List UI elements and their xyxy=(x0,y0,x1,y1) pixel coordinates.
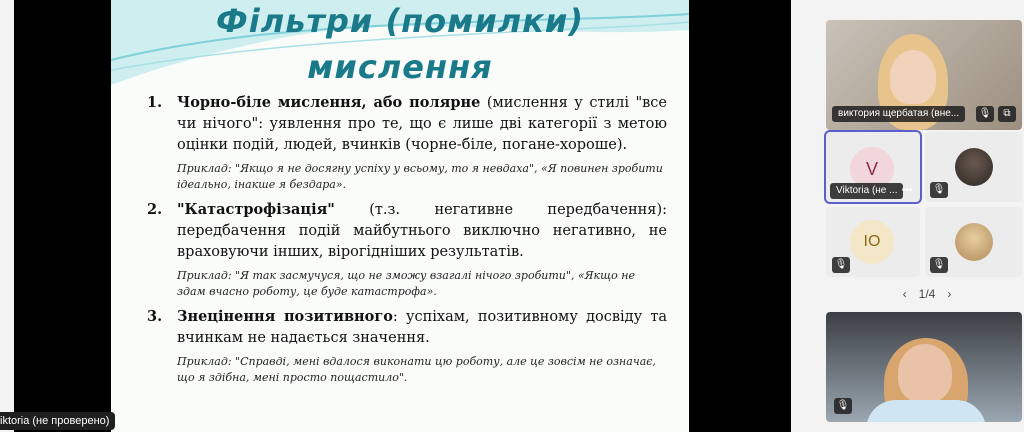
more-icon[interactable]: ••• xyxy=(901,185,913,196)
item-example: Приклад: "Справді, мені вдалося виконати цю роботу, але це зовсім не означає, що я здібна, мені просто пощастило". xyxy=(177,355,656,384)
slide-content xyxy=(147,92,667,392)
self-video-tile[interactable] xyxy=(826,312,1022,422)
item-heading: "Катастрофізація" xyxy=(177,201,335,218)
avatar: IO xyxy=(850,220,894,264)
item-text: : успіхам, позитивному досвіду та вчинкам не надається значення. xyxy=(177,309,667,346)
item-text: (т.з. негативне передбачення): передбачення подій майбутнього виключно негативно, не враховуючи інших, вірогідніших результатів. xyxy=(177,202,667,260)
participants-pager xyxy=(895,287,959,301)
item-number: 3. xyxy=(147,308,163,325)
item-number: 2. xyxy=(147,201,163,218)
list-item xyxy=(147,199,667,300)
item-example: Приклад: "Якщо я не досягну успіху у всьому, то я невдаха", «Я повинен зробити ідеально, інакше я бездара». xyxy=(177,162,663,191)
page-indicator: 1/4 xyxy=(918,287,936,301)
avatar: V xyxy=(850,147,894,191)
more-icon[interactable]: ⧉ xyxy=(998,106,1016,122)
presentation-slide xyxy=(111,0,689,432)
item-number: 1. xyxy=(147,94,163,111)
slide-title-line1: Фільтри (помилки) xyxy=(216,2,584,40)
slide-title-line2: мислення xyxy=(307,48,493,86)
item-heading: Чорно-біле мислення, або полярне xyxy=(177,94,481,111)
avatar xyxy=(955,148,993,186)
item-example: Приклад: "Я так засмучуся, що не зможу взагалі нічого зробити", «Якщо не здам вчасно роботу, це буде катастрофа». xyxy=(177,269,636,298)
mic-off-icon: 🎙 xyxy=(930,182,948,198)
participant-tile-video[interactable] xyxy=(826,20,1022,130)
mic-off-icon: 🎙 xyxy=(930,257,948,273)
item-heading: Знецінення позитивного xyxy=(177,308,393,325)
list-item xyxy=(147,92,667,193)
mic-off-icon: 🎙 xyxy=(834,398,852,414)
chevron-right-icon[interactable]: › xyxy=(947,287,952,301)
participant-name: виктория щербатая (вне... xyxy=(832,106,965,122)
mic-off-icon: 🎙 xyxy=(832,257,850,273)
chevron-left-icon[interactable]: ‹ xyxy=(902,287,907,301)
list-item xyxy=(147,306,667,386)
avatar xyxy=(955,223,993,261)
participant-name: Viktoria (не ... xyxy=(830,183,903,199)
mic-off-icon: 🎙 xyxy=(976,106,994,122)
presenter-name-tag: iktoria (не проверено) xyxy=(0,412,115,430)
item-text: (мислення у стилі "все чи нічого": уявлення про те, що є лише дві категорії з метою оцінки подій, людей, вчинків (чорне-біле, погане-хороше). xyxy=(177,95,667,153)
